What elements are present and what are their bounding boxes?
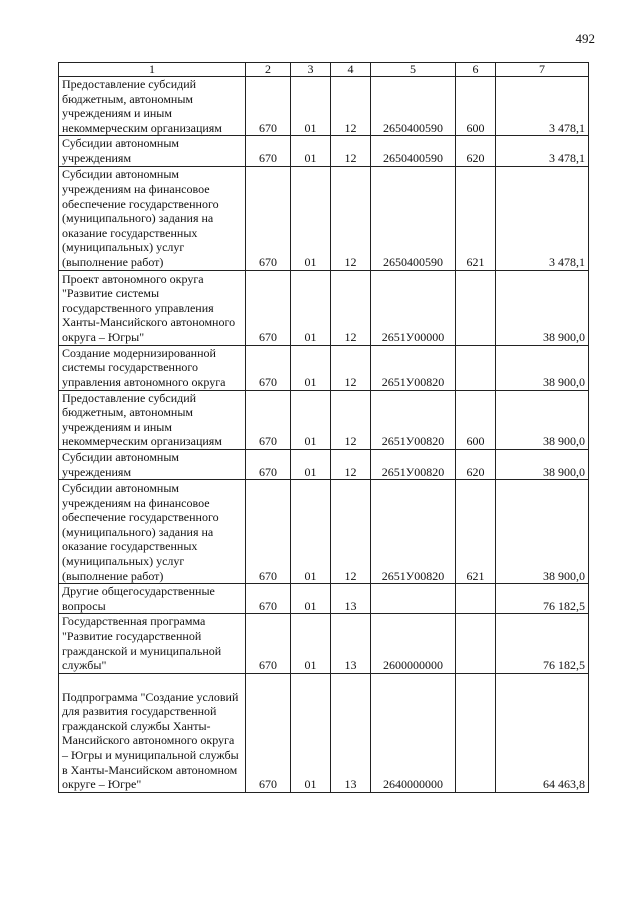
cell-name: Предоставление субсидий бюджетным, автономным учреждениям и иным некоммерческим организациям	[59, 390, 246, 449]
column-header-3: 3	[291, 63, 331, 77]
cell-section: 01	[291, 345, 331, 390]
cell-subsection: 12	[331, 480, 371, 584]
cell-amount: 3 478,1	[496, 166, 589, 270]
table-row	[59, 166, 589, 270]
cell-target-article: 2651У00820	[371, 480, 456, 584]
cell-expense-type: 620	[456, 449, 496, 479]
cell-amount: 38 900,0	[496, 449, 589, 479]
cell-name: Субсидии автономным учреждениям на финансовое обеспечение государственного (муниципального) задания на оказание государственных (муниципальных) услуг (выполнение работ)	[59, 480, 246, 584]
cell-subsection: 12	[331, 166, 371, 270]
cell-name: Государственная программа "Развитие государственной гражданской и муниципальной службы"	[59, 614, 246, 673]
table-row	[59, 584, 589, 614]
cell-amount: 3 478,1	[496, 136, 589, 166]
cell-name: Проект автономного округа "Развитие системы государственного управления Ханты-Мансийского автономного округа – Югры"	[59, 270, 246, 345]
cell-section: 01	[291, 614, 331, 673]
cell-section: 01	[291, 449, 331, 479]
cell-amount: 76 182,5	[496, 584, 589, 614]
cell-expense-type	[456, 673, 496, 792]
cell-admin-code: 670	[246, 449, 291, 479]
table-row	[59, 390, 589, 449]
column-header-4: 4	[331, 63, 371, 77]
cell-amount: 38 900,0	[496, 270, 589, 345]
cell-subsection: 12	[331, 449, 371, 479]
cell-admin-code: 670	[246, 166, 291, 270]
table-row	[59, 77, 589, 136]
cell-admin-code: 670	[246, 390, 291, 449]
cell-expense-type	[456, 584, 496, 614]
cell-expense-type	[456, 614, 496, 673]
cell-admin-code: 670	[246, 480, 291, 584]
budget-table	[58, 62, 589, 793]
cell-amount: 76 182,5	[496, 614, 589, 673]
cell-admin-code: 670	[246, 270, 291, 345]
cell-section: 01	[291, 584, 331, 614]
cell-amount: 38 900,0	[496, 345, 589, 390]
cell-admin-code: 670	[246, 77, 291, 136]
header-row	[59, 63, 589, 77]
cell-name: Субсидии автономным учреждениям на финансовое обеспечение государственного (муниципального) задания на оказание государственных (муниципальных) услуг (выполнение работ)	[59, 166, 246, 270]
cell-subsection: 13	[331, 584, 371, 614]
table-row	[59, 345, 589, 390]
cell-amount: 3 478,1	[496, 77, 589, 136]
table-row	[59, 673, 589, 792]
cell-target-article: 2651У00820	[371, 345, 456, 390]
table-row	[59, 480, 589, 584]
cell-target-article: 2650400590	[371, 77, 456, 136]
column-header-5: 5	[371, 63, 456, 77]
cell-amount: 38 900,0	[496, 480, 589, 584]
page-number: 492	[575, 31, 595, 46]
cell-section: 01	[291, 136, 331, 166]
cell-section: 01	[291, 77, 331, 136]
cell-expense-type: 600	[456, 390, 496, 449]
cell-name: Субсидии автономным учреждениям	[59, 136, 246, 166]
column-header-2: 2	[246, 63, 291, 77]
cell-expense-type: 600	[456, 77, 496, 136]
table-row	[59, 270, 589, 345]
cell-admin-code: 670	[246, 345, 291, 390]
cell-target-article	[371, 584, 456, 614]
table-row	[59, 136, 589, 166]
table-row	[59, 449, 589, 479]
cell-section: 01	[291, 480, 331, 584]
cell-target-article: 2600000000	[371, 614, 456, 673]
column-header-6: 6	[456, 63, 496, 77]
cell-name: Создание модернизированной системы государственного управления автономного округа	[59, 345, 246, 390]
cell-expense-type: 621	[456, 480, 496, 584]
cell-target-article: 2651У00820	[371, 390, 456, 449]
cell-section: 01	[291, 166, 331, 270]
cell-target-article: 2651У00000	[371, 270, 456, 345]
cell-subsection: 12	[331, 77, 371, 136]
cell-section: 01	[291, 673, 331, 792]
cell-subsection: 12	[331, 270, 371, 345]
cell-target-article: 2651У00820	[371, 449, 456, 479]
cell-amount: 64 463,8	[496, 673, 589, 792]
cell-subsection: 13	[331, 614, 371, 673]
cell-name: Предоставление субсидий бюджетным, автономным учреждениям и иным некоммерческим организациям	[59, 77, 246, 136]
cell-subsection: 13	[331, 673, 371, 792]
table-row	[59, 614, 589, 673]
column-header-1: 1	[59, 63, 246, 77]
cell-target-article: 2650400590	[371, 166, 456, 270]
cell-admin-code: 670	[246, 673, 291, 792]
cell-name: Другие общегосударственные вопросы	[59, 584, 246, 614]
cell-expense-type	[456, 270, 496, 345]
cell-admin-code: 670	[246, 136, 291, 166]
cell-name: Подпрограмма "Создание условий для развития государственной гражданской службы Ханты-Мансийского автономного округа – Югры и муниципальной службы в Ханты-Мансийском автономном округе – Югре"	[59, 673, 246, 792]
cell-admin-code: 670	[246, 614, 291, 673]
cell-expense-type: 620	[456, 136, 496, 166]
table-body	[59, 77, 589, 793]
cell-section: 01	[291, 390, 331, 449]
cell-name: Субсидии автономным учреждениям	[59, 449, 246, 479]
cell-amount: 38 900,0	[496, 390, 589, 449]
cell-admin-code: 670	[246, 584, 291, 614]
cell-expense-type: 621	[456, 166, 496, 270]
cell-target-article: 2640000000	[371, 673, 456, 792]
cell-subsection: 12	[331, 345, 371, 390]
cell-subsection: 12	[331, 136, 371, 166]
cell-target-article: 2650400590	[371, 136, 456, 166]
cell-subsection: 12	[331, 390, 371, 449]
cell-section: 01	[291, 270, 331, 345]
column-header-7: 7	[496, 63, 589, 77]
cell-expense-type	[456, 345, 496, 390]
